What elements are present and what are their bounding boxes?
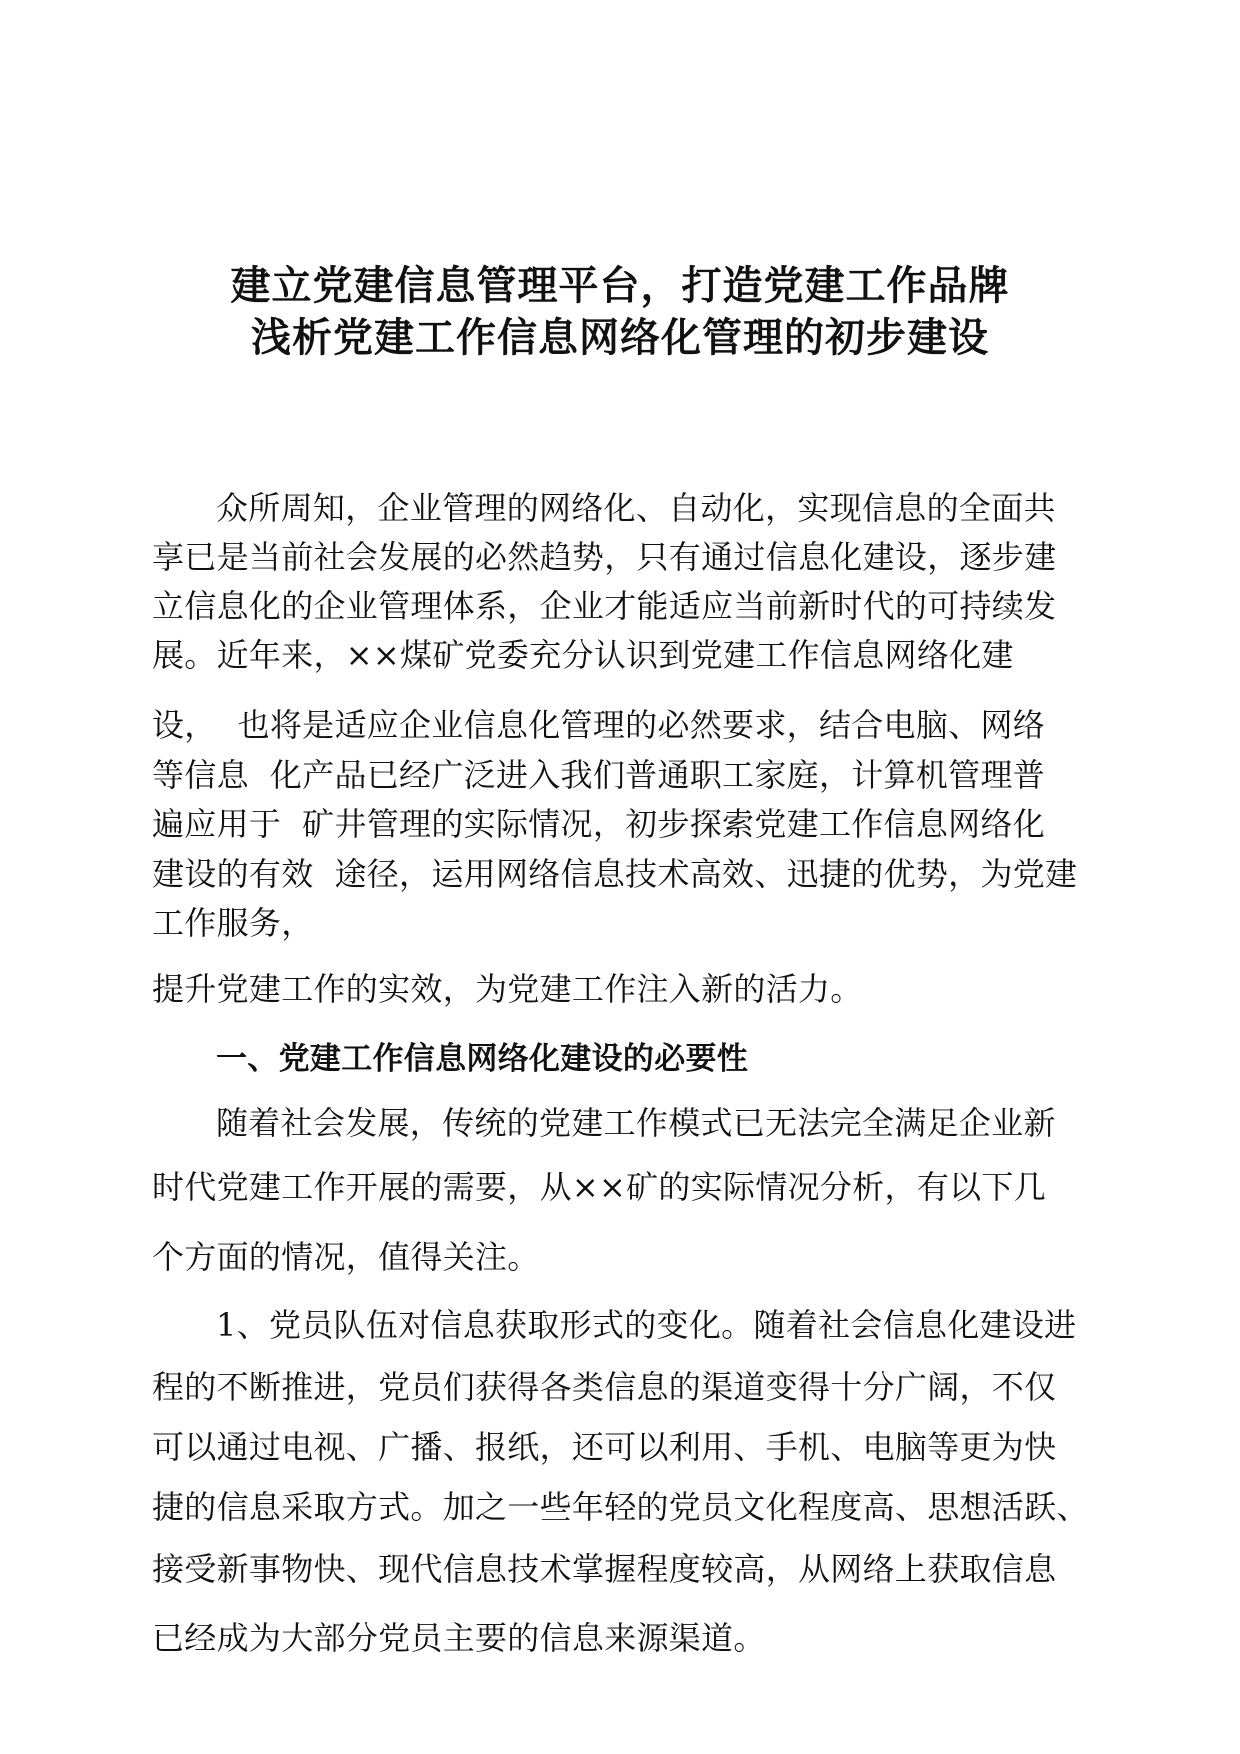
- point1-line-3: 可以通过电视、广播、报纸，还可以利用、手机、电脑等更为快: [152, 1428, 1057, 1466]
- intro-line-6: 等信息 化产品已经广泛进入我们普通职工家庭，计算机管理普: [152, 756, 1046, 794]
- intro-line-3: 立信息化的企业管理体系，企业才能适应当前新时代的可持续发: [152, 587, 1057, 625]
- section-line-3: 个方面的情况，值得关注。: [152, 1238, 540, 1276]
- point1-line-2: 程的不断推进，党员们获得各类信息的渠道变得十分广阔，不仅: [152, 1368, 1057, 1406]
- point1-line-6: 已经成为大部分党员主要的信息来源渠道。: [152, 1619, 766, 1657]
- section-heading: 一、党建工作信息网络化建设的必要性: [216, 1041, 749, 1077]
- point1-line-1: 1、党员队伍对信息获取形式的变化。随着社会信息化建设进: [216, 1306, 1077, 1344]
- intro-line-10: 提升党建工作的实效，为党建工作注入新的活力。: [152, 970, 863, 1008]
- section-line-1: 随着社会发展，传统的党建工作模式已无法完全满足企业新: [216, 1104, 1056, 1142]
- document-title-line-1: 建立党建信息管理平台，打造党建工作品牌: [230, 263, 1010, 309]
- intro-line-1: 众所周知，企业管理的网络化、自动化，实现信息的全面共: [216, 489, 1056, 527]
- document-title-line-2: 浅析党建工作信息网络化管理的初步建设: [251, 315, 989, 361]
- point1-line-4: 捷的信息采取方式。加之一些年轻的党员文化程度高、思想活跃、: [152, 1488, 1089, 1526]
- intro-line-2: 享已是当前社会发展的必然趋势，只有通过信息化建设，逐步建: [152, 538, 1057, 576]
- intro-line-4: 展。近年来，××煤矿党委充分认识到党建工作信息网络化建: [152, 636, 1014, 674]
- section-line-2: 时代党建工作开展的需要，从××矿的实际情况分析，有以下几: [152, 1168, 1047, 1206]
- intro-line-5: 设， 也将是适应企业信息化管理的必然要求，结合电脑、网络: [152, 706, 1046, 744]
- intro-line-8: 建设的有效 途径，运用网络信息技术高效、迅捷的优势，为党建: [152, 855, 1078, 893]
- intro-line-9: 工作服务，: [152, 904, 314, 942]
- intro-line-7: 遍应用于 矿井管理的实际情况，初步探索党建工作信息网络化: [152, 805, 1046, 843]
- point1-line-5: 接受新事物快、现代信息技术掌握程度较高，从网络上获取信息: [152, 1550, 1057, 1588]
